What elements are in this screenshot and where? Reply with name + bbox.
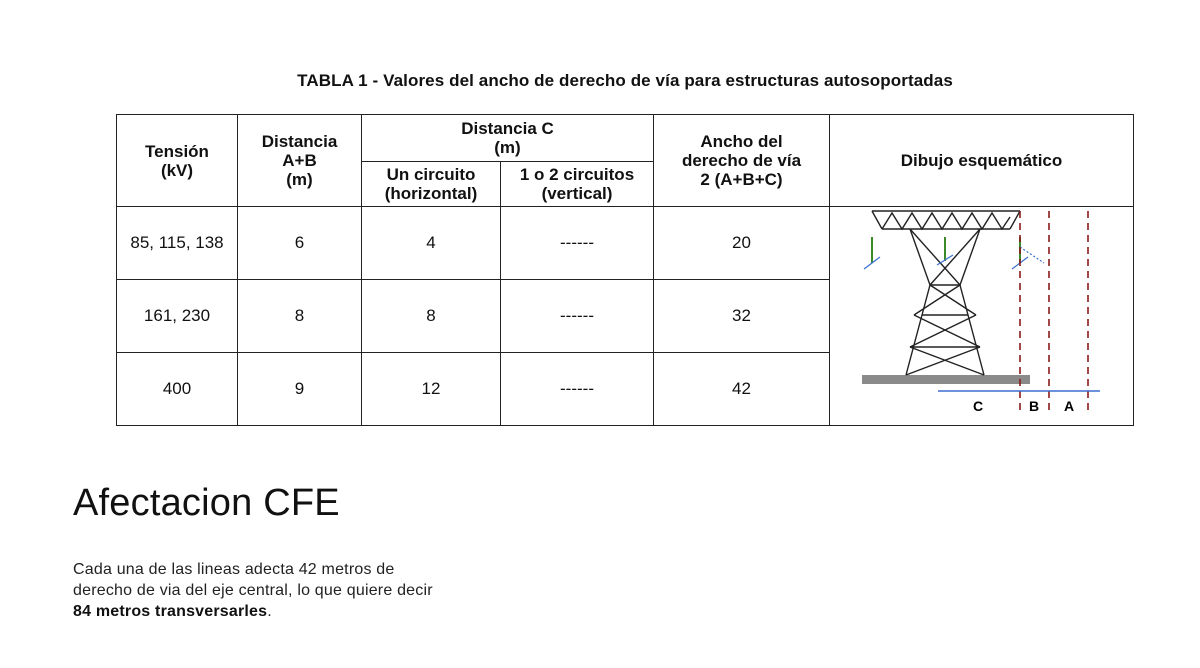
table-title: TABLA 1 - Valores del ancho de derecho de vía para estructuras autosoportadas	[297, 71, 953, 90]
section-title: Afectacion CFE	[73, 482, 340, 524]
cell-ab: 8	[238, 280, 362, 353]
right-of-way-dashed-lines	[1020, 211, 1088, 413]
ground-icon	[862, 375, 1030, 384]
cell-c-vertical: ------	[501, 353, 654, 426]
header-dibujo: Dibujo esquemático	[830, 115, 1134, 207]
table-row	[117, 207, 1134, 280]
header-ancho-line1: Ancho del	[700, 132, 783, 151]
schematic-label-a: A	[1063, 398, 1075, 414]
cell-ancho: 20	[654, 207, 830, 280]
transmission-tower-icon	[872, 211, 1020, 375]
cell-c-horizontal: 12	[362, 353, 501, 426]
section-body-end: .	[267, 603, 272, 620]
cell-c-vertical: ------	[501, 280, 654, 353]
header-un-circuito	[362, 162, 501, 207]
schematic-drawing	[830, 207, 1134, 426]
header-tension	[117, 115, 238, 207]
header-ancho-line2: derecho de vía	[681, 151, 802, 170]
header-un-circuito-line1: Un circuito	[386, 165, 476, 184]
section-body	[73, 559, 433, 622]
cell-tension: 161, 230	[117, 280, 238, 353]
cell-tension: 85, 115, 138	[117, 207, 238, 280]
right-of-way-table	[116, 114, 1134, 426]
schematic-label-b: B	[1028, 398, 1040, 414]
header-ab-line1: Distancia	[261, 132, 338, 151]
header-ancho	[654, 115, 830, 207]
section-body-emphasis: 84 metros transversarles	[73, 603, 268, 620]
cell-ab: 6	[238, 207, 362, 280]
cell-ancho: 32	[654, 280, 830, 353]
cell-tension: 400	[117, 353, 238, 426]
header-c-line1: Distancia C	[461, 119, 554, 138]
schematic-label-c: C	[972, 398, 984, 414]
cell-ancho: 42	[654, 353, 830, 426]
tower-schematic	[830, 207, 1133, 425]
header-ancho-line3: 2 (A+B+C)	[700, 170, 783, 189]
header-c-line2: (m)	[494, 138, 521, 157]
header-dos-circuitos-line1: 1 o 2 circuitos	[519, 165, 635, 184]
header-tension-line1: Tensión	[145, 141, 209, 161]
header-dos-circuitos	[501, 162, 654, 207]
header-ab-line2: A+B	[282, 151, 317, 170]
header-un-circuito-line2: (horizontal)	[384, 184, 478, 203]
header-tension-line2: (kV)	[160, 160, 194, 180]
header-ab-line3: (m)	[286, 170, 313, 189]
header-dos-circuitos-line2: (vertical)	[541, 184, 613, 203]
cell-c-vertical: ------	[501, 207, 654, 280]
cell-ab: 9	[238, 353, 362, 426]
section-body-text: Cada una de las lineas adecta 42 metros de derecho de via del eje central, lo que quiere decir	[73, 561, 433, 599]
cell-c-horizontal: 4	[362, 207, 501, 280]
header-distancia-c	[362, 115, 654, 162]
cell-c-horizontal: 8	[362, 280, 501, 353]
header-distancia-ab	[238, 115, 362, 207]
